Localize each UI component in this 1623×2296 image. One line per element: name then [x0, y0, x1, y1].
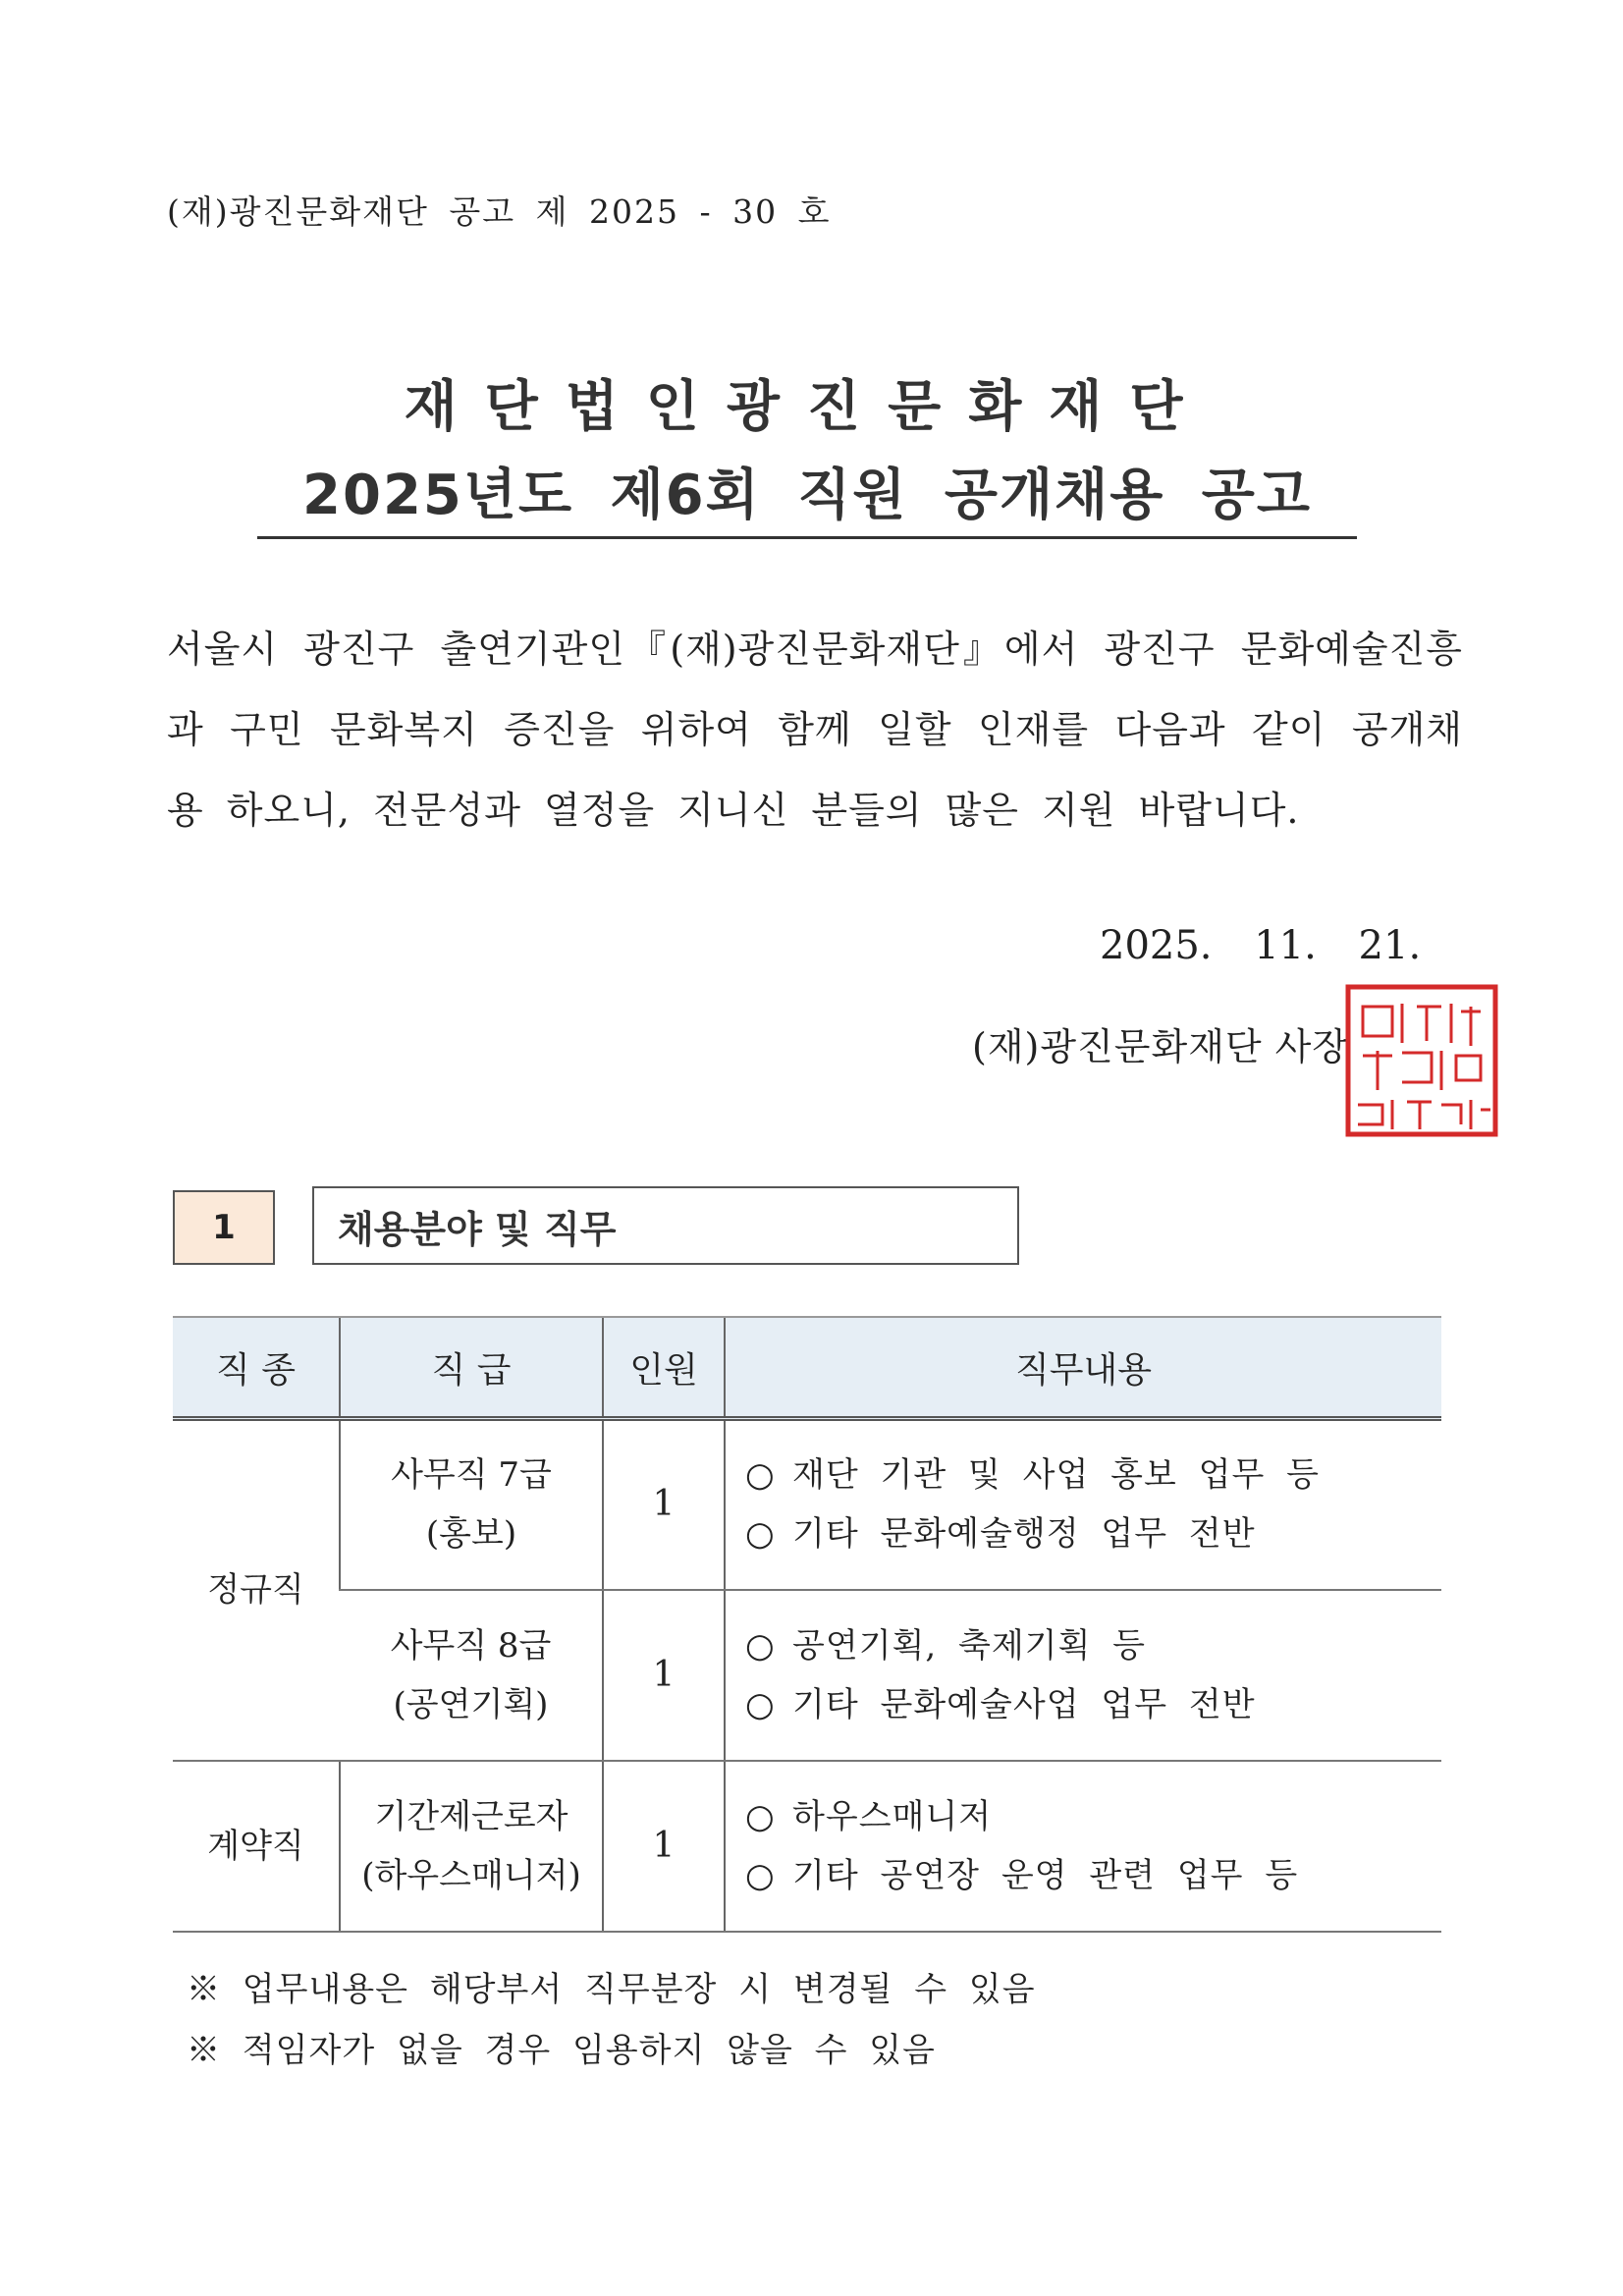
title-line-2: 2025년도 제6회 직원 공개채용 공고: [257, 452, 1357, 539]
notice-number: (재)광진문화재단 공고 제 2025 - 30 호: [167, 192, 832, 231]
duty-line1: 재단 기관 및 사업 홍보 업무 등: [792, 1455, 1320, 1496]
header-count: 인원: [603, 1317, 725, 1419]
header-grade: 직 급: [340, 1317, 603, 1419]
grade-line2: (하우스매니저): [361, 1855, 581, 1895]
grade-line1: 기간제근로자: [374, 1796, 568, 1836]
table-row: [173, 1761, 1441, 1932]
grade-cell: [340, 1419, 603, 1590]
duty-line1: 공연기획, 축제기획 등: [792, 1625, 1147, 1666]
note-item: ※ 적임자가 없을 경우 임용하지 않을 수 있음: [187, 2031, 936, 2070]
count-cell: 1: [603, 1419, 725, 1590]
duty-line1: 하우스매니저: [792, 1796, 993, 1836]
grade-cell: [340, 1590, 603, 1761]
count-cell: 1: [603, 1590, 725, 1761]
count-cell: 1: [603, 1761, 725, 1932]
bullet-icon: ○: [745, 1684, 776, 1724]
note-item: ※ 업무내용은 해당부서 직무분장 시 변경될 수 있음: [187, 1970, 1036, 2009]
duty-line2: 기타 공연장 운영 관련 업무 등: [792, 1855, 1299, 1895]
duty-line2: 기타 문화예술행정 업무 전반: [792, 1514, 1256, 1555]
duty-cell: [725, 1419, 1441, 1590]
table-header-row: [173, 1317, 1441, 1419]
table-row: [173, 1419, 1441, 1590]
announcement-date: 2025. 11. 21.: [1100, 923, 1422, 968]
duty-cell: [725, 1761, 1441, 1932]
grade-line1: 사무직 8급: [390, 1625, 552, 1666]
header-duty: 직무내용: [725, 1317, 1441, 1419]
duty-cell: [725, 1590, 1441, 1761]
header-type: 직 종: [173, 1317, 340, 1419]
type-regular: 정규직: [173, 1419, 340, 1761]
section-title: 채용분야 및 직무: [312, 1186, 1019, 1265]
bullet-icon: ○: [745, 1514, 776, 1555]
official-seal-icon: [1343, 982, 1500, 1139]
bullet-icon: ○: [745, 1625, 776, 1666]
bullet-icon: ○: [745, 1796, 776, 1836]
grade-line2: (홍보): [425, 1514, 517, 1555]
notes-list: [187, 1959, 1036, 2081]
title-block: [257, 363, 1357, 539]
signer: (재)광진문화재단 사장: [972, 1025, 1350, 1068]
grade-cell: [340, 1761, 603, 1932]
grade-line1: 사무직 7급: [391, 1455, 552, 1496]
section-number: 1: [173, 1190, 275, 1265]
bullet-icon: ○: [745, 1455, 776, 1496]
table-row: [173, 1590, 1441, 1761]
job-table: [173, 1316, 1441, 1933]
title-line-1: 재단법인광진문화재단: [404, 375, 1211, 439]
type-contract: 계약직: [173, 1761, 340, 1932]
duty-line2: 기타 문화예술사업 업무 전반: [792, 1684, 1256, 1724]
bullet-icon: ○: [745, 1855, 776, 1895]
intro-paragraph: 서울시 광진구 출연기관인『(재)광진문화재단』에서 광진구 문화예술진흥과 구민 문화복지 증진을 위하여 함께 일할 인재를 다음과 같이 공개채용 하오니, 전문성과 열정을 지니신 분들의 많은 지원 바랍니다.: [167, 628, 1463, 832]
grade-line2: (공연기획): [393, 1684, 549, 1724]
